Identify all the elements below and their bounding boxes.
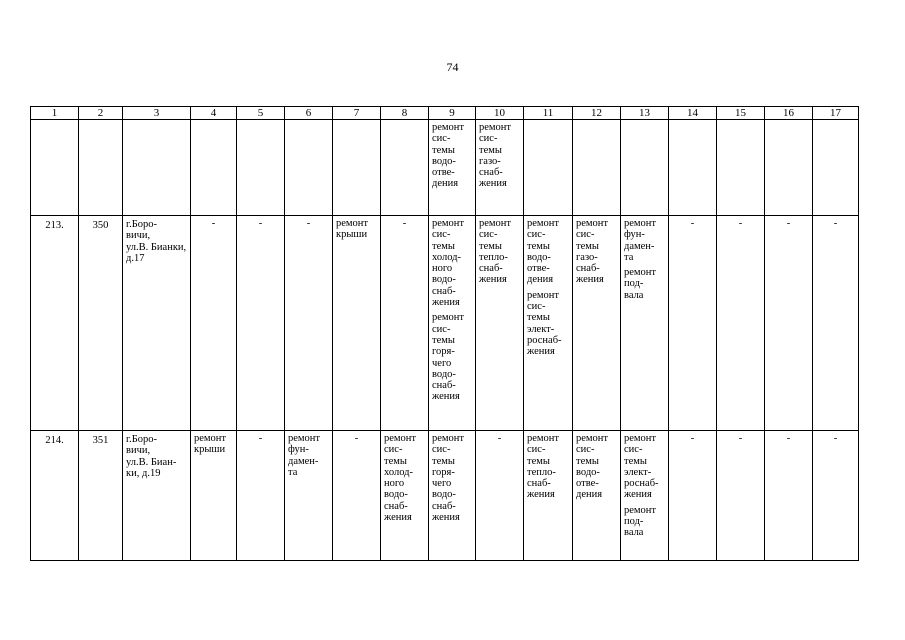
work-item-line: ремонт [576, 433, 609, 444]
work-cell [333, 120, 381, 216]
work-item [624, 433, 668, 501]
column-number-cell: 2 [79, 107, 123, 120]
work-item-line: снаб- [527, 478, 551, 490]
work-cell [381, 431, 429, 561]
work-cell [476, 216, 524, 431]
work-item-line: сис- [432, 229, 451, 241]
work-item-line: водо- [384, 489, 408, 501]
empty-work-cell: - [717, 216, 765, 431]
empty-work-cell: - [381, 216, 429, 431]
work-item-line: ремонт [624, 267, 657, 279]
address-line: ул.В. Биан- [126, 456, 177, 468]
work-item-line: ремонт [288, 433, 321, 444]
work-item-line: дения [576, 489, 603, 501]
work-item-line: сис- [432, 444, 451, 456]
work-item-line: жения [576, 274, 604, 286]
work-item-line: сис- [527, 444, 546, 456]
work-item [527, 433, 572, 501]
work-item-line: водо- [432, 368, 456, 380]
work-item-line: газо- [576, 251, 598, 263]
work-item-line: дения [432, 178, 459, 190]
work-item-line: снаб- [384, 500, 408, 512]
work-item [527, 290, 572, 358]
work-item [432, 312, 475, 402]
work-item-line: дамен- [288, 455, 319, 467]
work-item [624, 505, 668, 539]
work-item-line: водо- [432, 274, 456, 286]
work-item-line: жения [527, 489, 555, 501]
work-item-line: темы [576, 455, 599, 467]
address-line: вичи, [126, 445, 151, 457]
table-row [31, 216, 859, 431]
work-item-line: ного [384, 478, 405, 490]
work-cell [813, 120, 859, 216]
work-cell [669, 120, 717, 216]
work-item-line: водо- [576, 466, 600, 478]
work-item-line: дамен- [624, 240, 655, 252]
column-number-row [31, 107, 859, 120]
empty-work-cell: - [333, 431, 381, 561]
address-cell [123, 431, 191, 561]
work-item [432, 218, 475, 308]
work-item-line: темы [432, 144, 455, 156]
work-item [527, 218, 572, 286]
work-item-line: крыши [194, 444, 226, 456]
work-item-line: холод- [432, 251, 461, 263]
row-index-cell: 213. [31, 216, 79, 431]
work-item [288, 433, 332, 478]
work-cell [429, 216, 476, 431]
work-item-line: роснаб- [527, 334, 562, 346]
work-item-line: элект- [527, 323, 555, 335]
work-item-line: тепло- [479, 251, 508, 263]
work-item [194, 433, 236, 456]
work-item-line: темы [432, 455, 455, 467]
work-item-line: дения [527, 274, 554, 286]
work-cell [333, 216, 381, 431]
work-item-line: водо- [432, 489, 456, 501]
work-cell [381, 120, 429, 216]
work-item-line: ремонт [432, 122, 465, 133]
work-item-line: ного [432, 263, 453, 275]
work-cell [429, 120, 476, 216]
work-item-line: темы [479, 240, 502, 252]
column-number-cell: 9 [429, 107, 476, 120]
work-item-line: темы [527, 240, 550, 252]
work-item [432, 122, 475, 190]
empty-work-cell: - [717, 431, 765, 561]
work-item-line: жения [527, 346, 555, 358]
empty-work-cell: - [669, 216, 717, 431]
work-item-line: снаб- [479, 167, 503, 179]
works-table [30, 106, 859, 561]
work-item-line: сис- [432, 323, 451, 335]
work-item-line: элект- [624, 466, 652, 478]
work-cell [191, 120, 237, 216]
table-row [31, 120, 859, 216]
work-item-line: ремонт [624, 218, 657, 229]
column-number-cell: 17 [813, 107, 859, 120]
work-item-line: снаб- [576, 263, 600, 275]
address-cell [123, 120, 191, 216]
empty-work-cell: - [476, 431, 524, 561]
work-cell [573, 431, 621, 561]
address-line: г.Боро- [126, 434, 158, 445]
work-cell [621, 216, 669, 431]
column-number-cell: 14 [669, 107, 717, 120]
work-item-line: газо- [479, 155, 501, 167]
work-item-line: ремонт [479, 218, 512, 229]
address-line: вичи, [126, 230, 151, 242]
work-item-line: крыши [336, 229, 368, 241]
column-number-cell: 7 [333, 107, 381, 120]
work-item-line: чего [432, 357, 452, 369]
work-item [479, 218, 523, 286]
empty-work-cell: - [765, 216, 813, 431]
column-number-cell: 15 [717, 107, 765, 120]
work-item-line: жения [432, 512, 460, 524]
object-number-cell: 351 [79, 431, 123, 561]
work-item [336, 218, 380, 241]
work-cell [524, 216, 573, 431]
empty-work-cell: - [813, 431, 859, 561]
work-item-line: ремонт [624, 504, 657, 516]
work-item-line: под- [624, 516, 644, 528]
work-item-line: сис- [576, 444, 595, 456]
work-item [576, 433, 620, 501]
work-item [384, 433, 428, 523]
work-item-line: сис- [432, 133, 451, 145]
address-line: ул.В. Бианки, [126, 241, 187, 253]
empty-work-cell: - [813, 216, 859, 431]
object-number-cell [79, 120, 123, 216]
work-item-line: вала [624, 289, 644, 301]
work-item-line: ремонт [432, 433, 465, 444]
work-item-line: ремонт [384, 433, 417, 444]
work-cell [429, 431, 476, 561]
work-item-line: холод- [384, 466, 413, 478]
work-cell [621, 431, 669, 561]
table-row [31, 431, 859, 561]
work-item-line: темы [384, 455, 407, 467]
work-item-line: жения [479, 178, 507, 190]
empty-work-cell: - [237, 431, 285, 561]
work-item-line: сис- [527, 229, 546, 241]
empty-work-cell: - [191, 216, 237, 431]
work-item-line: под- [624, 278, 644, 290]
work-item-line: жения [384, 512, 412, 524]
empty-work-cell: - [669, 431, 717, 561]
work-cell [285, 120, 333, 216]
column-number-cell: 13 [621, 107, 669, 120]
column-number-cell: 6 [285, 107, 333, 120]
work-item-line: фун- [288, 444, 309, 456]
work-item-line: роснаб- [624, 478, 659, 490]
work-item-line: отве- [576, 478, 599, 490]
column-number-cell: 12 [573, 107, 621, 120]
work-cell [237, 120, 285, 216]
work-item-line: сис- [479, 229, 498, 241]
work-item-line: темы [432, 334, 455, 346]
work-item-line: горя- [432, 346, 455, 358]
work-item-line: чего [432, 478, 452, 490]
work-item-line: ремонт [194, 433, 227, 444]
work-item-line: та [624, 251, 634, 263]
work-item-line: вала [624, 527, 644, 539]
work-cell [765, 120, 813, 216]
work-item-line: горя- [432, 466, 455, 478]
work-item [479, 122, 523, 190]
work-cell [285, 431, 333, 561]
object-number-cell: 350 [79, 216, 123, 431]
work-item-line: ремонт [527, 218, 560, 229]
work-item-line: снаб- [479, 263, 503, 275]
work-item-line: ремонт [336, 218, 369, 229]
address-line: ки, д.19 [126, 467, 161, 479]
work-item [576, 218, 620, 286]
work-cell [191, 431, 237, 561]
work-item-line: та [288, 466, 298, 478]
work-item-line: ремонт [624, 433, 657, 444]
work-item-line: жения [624, 489, 652, 501]
work-item-line: сис- [479, 133, 498, 145]
work-item-line: жения [432, 297, 460, 309]
column-number-cell: 11 [524, 107, 573, 120]
work-item-line: сис- [384, 444, 403, 456]
address-line: д.17 [126, 252, 145, 264]
column-number-cell: 4 [191, 107, 237, 120]
work-item [432, 433, 475, 523]
column-number-cell: 5 [237, 107, 285, 120]
work-item-line: ремонт [479, 122, 512, 133]
work-cell [573, 120, 621, 216]
work-item-line: темы [576, 240, 599, 252]
work-cell [621, 120, 669, 216]
work-item [624, 267, 668, 301]
work-item-line: тепло- [527, 466, 556, 478]
work-item-line: сис- [624, 444, 643, 456]
work-item-line: снаб- [432, 285, 456, 297]
column-number-cell: 3 [123, 107, 191, 120]
empty-work-cell: - [237, 216, 285, 431]
column-number-cell: 16 [765, 107, 813, 120]
work-item-line: темы [624, 455, 647, 467]
work-cell [476, 120, 524, 216]
work-cell [717, 120, 765, 216]
work-item-line: ремонт [527, 289, 560, 301]
row-index-cell: 214. [31, 431, 79, 561]
work-item [624, 218, 668, 263]
row-index-cell [31, 120, 79, 216]
address-cell [123, 216, 191, 431]
work-item-line: ремонт [576, 218, 609, 229]
column-number-cell: 1 [31, 107, 79, 120]
work-item-line: водо- [432, 155, 456, 167]
work-item-line: снаб- [432, 500, 456, 512]
work-item-line: жения [432, 391, 460, 403]
work-item-line: ремонт [432, 218, 465, 229]
work-item-line: снаб- [432, 380, 456, 392]
page-number: 74 [446, 60, 459, 74]
work-item-line: темы [479, 144, 502, 156]
work-item-line: сис- [576, 229, 595, 241]
work-item-line: сис- [527, 301, 546, 313]
work-item-line: темы [527, 455, 550, 467]
work-cell [524, 431, 573, 561]
empty-work-cell: - [285, 216, 333, 431]
column-number-cell: 10 [476, 107, 524, 120]
work-item-line: ремонт [527, 433, 560, 444]
work-item-line: темы [432, 240, 455, 252]
address-line: г.Боро- [126, 219, 158, 230]
column-number-cell: 8 [381, 107, 429, 120]
work-item-line: водо- [527, 251, 551, 263]
empty-work-cell: - [765, 431, 813, 561]
work-item-line: отве- [432, 167, 455, 179]
work-item-line: ремонт [432, 312, 465, 324]
work-item-line: отве- [527, 263, 550, 275]
work-item-line: темы [527, 312, 550, 324]
work-cell [524, 120, 573, 216]
work-item-line: жения [479, 274, 507, 286]
work-cell [573, 216, 621, 431]
work-item-line: фун- [624, 229, 645, 241]
